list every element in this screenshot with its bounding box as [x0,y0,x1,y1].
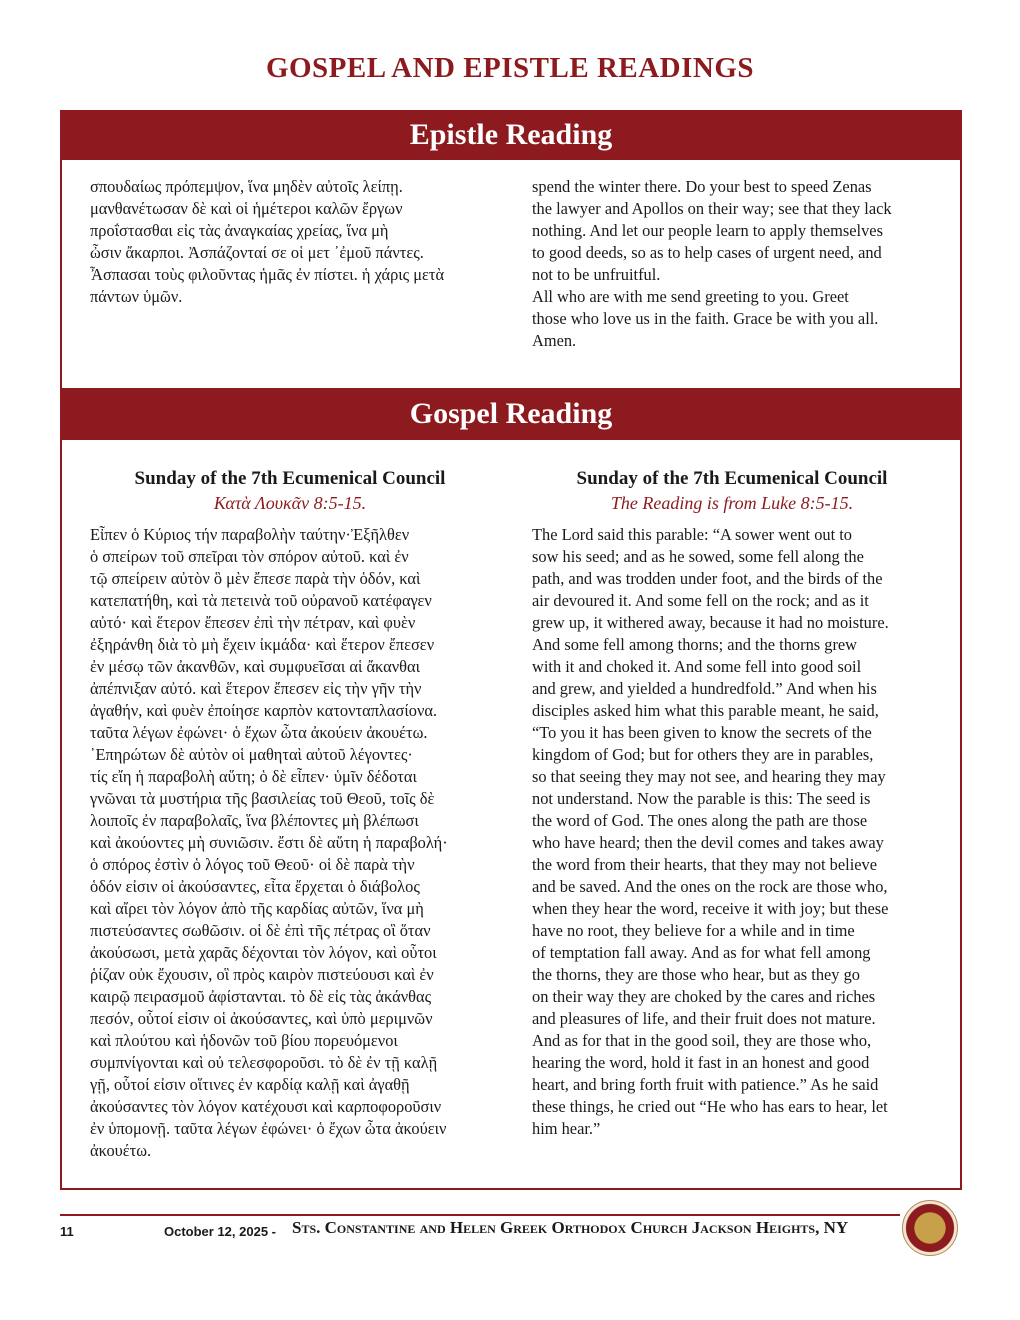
footer-date: October 12, 2025 - [164,1224,276,1239]
epistle-greek-text: σπουδαίως πρόπεμψον, ἵνα μηδὲν αὐτοῖς λείπῃ. μανθανέτωσαν δὲ καὶ οἱ ἡμέτεροι καλῶν ἔργων προΐστασθαι εἰς τὰς ἀναγκαίας χρείας, ἵνα μὴ ὦσιν ἄκαρποι. Ἀσπάζονταί σε οἱ μετ ᾽ἐμοῦ πάντες. Ἆσπασαι τοὺς φιλοῦντας ἡμᾶς ἐν πίστει. ἡ χάρις μετὰ πάντων ὑμῶν. [90,177,445,306]
gospel-section-header: Gospel Reading [60,388,962,440]
gospel-greek-heading: Sunday of the 7th Ecumenical Council [134,468,446,489]
gospel-greek-text: Εἶπεν ὁ Κύριος τήν παραβολὴν ταύτην·Ἐξῆλθεν ὁ σπείρων τοῦ σπεῖραι τὸν σπόρον αὐτοῦ. καὶ ἐν τῷ σπείρειν αὐτὸν ὃ μὲν ἔπεσε παρὰ τὴν ὁδόν, καὶ κατεπατήθη, καὶ τὰ πετεινὰ τοῦ οὐρανοῦ κατέφαγεν αὐτό· καὶ ἕτερον ἔπεσεν ἐπὶ τὴν πέτραν, καὶ φυὲν ἐξηράνθη διὰ τὸ μὴ ἔχειν ἰκμάδα· καὶ ἕτερον ἔπεσεν ἐν μέσῳ τῶν ἀκανθῶν, καὶ συμφυεῖσαι αἱ ἄκανθαι ἀπέπνιξαν αὐτό. καὶ ἕτερον ἔπεσεν εἰς τὴν γῆν τὴν ἀγαθήν, καὶ φυὲν ἐποίησε καρπὸν κατονταπλασίονα. ταῦτα λέγων ἐφώνει· ὁ ἔχων ὦτα ἀκούειν ἀκουέτω. ᾿Επηρώτων δὲ αὐτὸν οἱ μαθηταὶ αὐτοῦ λέγοντες· τίς εἴη ἡ παραβολὴ αὕτη; ὁ δὲ εἶπεν· ὑμῖν δέδοται γνῶναι τὰ μυστήρια τῆς βασιλείας τοῦ Θεοῦ, τοῖς δὲ λοιποῖς ἐν παραβολαῖς, ἵνα βλέποντες μὴ βλέπωσι καὶ ἀκούοντες μὴ συνιῶσιν. ἔστι δὲ αὕτη ἡ παραβολή· ὁ σπόρος ἐστὶν ὁ λόγος τοῦ Θεοῦ· οἱ δὲ παρὰ τὴν ὁδόν εἰσιν οἱ ἀκούσαντες, εἶτα ἔρχεται ὁ διάβολος καὶ αἴρει τὸν λόγον ἀπὸ τῆς καρδίας αὐτῶν, ἵνα μὴ πιστεύσαντες σωθῶσιν. οἱ δὲ ἐπὶ τῆς πέτρας οἳ ὅταν ἀκούσωσι, μετὰ χαρᾶς δέχονται τὸν λόγον, καὶ οὗτοι ῥίζαν οὐκ ἔχουσιν, οἳ πρὸς καιρὸν πιστεύουσι καὶ ἐν καιρῷ πειρασμοῦ ἀφίστανται. τὸ δὲ εἰς τὰς ἀκάνθας πεσόν, οὗτοί εἰσιν οἱ ἀκούσαντες, καὶ ὑπὸ μεριμνῶν καὶ πλούτου καὶ ἡδονῶν τοῦ βίου πορευόμενοι συμπνίγονται καὶ οὐ τελεσφοροῦσι. τὸ δὲ ἐν τῇ καλῇ γῇ, οὗτοί εἰσιν οἵτινες ἐν καρδίᾳ καλῇ καὶ ἀγαθῇ ἀκούσαντες τὸν λόγον κατέχουσι καὶ καρποφοροῦσιν ἐν ὑπομονῇ. ταῦτα λέγων ἐφώνει· ὁ ἔχων ὦτα ἀκούειν ἀκουέτω. [90,525,448,1160]
epistle-section-header: Epistle Reading [60,110,962,160]
gospel-english-reference: The Reading is from Luke 8:5-15. [610,493,854,513]
gospel-english-text: The Lord said this parable: “A sower went out to sow his seed; and as he sowed, some fell along the path, and was trodden under foot, and the birds of the air devoured it. And some fell on the rock; and as it grew up, it withered away, because it had no moisture. And some fell among thorns; and the thorns grew with it and choked it. And some fell into good soil and grew, and yielded a hundredfold.” And when his disciples asked him what this parable meant, he said, “To you it has been given to know the secrets of the kingdom of God; but for others they are in parables, so that seeing they may not see, and hearing they may not understand. Now the parable is this: The seed is the word of God. The ones along the path are those who have heard; then the devil comes and takes away the word from their hearts, that they may not believe and be saved. And the ones on the rock are those who, when they hear the word, receive it with joy; but these have no root, they believe for a while and in time of temptation fall away. And as for what fell among the thorns, they are those who hear, but as they go on their way they are choked by the cares and riches and pleasures of life, and their fruit does not mature. And as for that in the good soil, they are those who, hearing the word, hold it fast in an honest and good heart, and bring forth fruit with patience.” As he said these things, he cried out “He who has ears to hear, let him hear.” [532,525,889,1138]
church-seal-icon [902,1200,958,1256]
gospel-english-heading: Sunday of the 7th Ecumenical Council [576,468,888,489]
footer-church-name: Sts. Constantine and Helen Greek Orthodox Church Jackson Heights, NY [292,1218,849,1237]
page-title: GOSPEL AND EPISTLE READINGS [265,52,755,84]
footer-divider [60,1214,900,1216]
page-number: 11 [60,1224,74,1239]
gospel-greek-heading-block [90,467,490,515]
gospel-english-heading-block [532,467,932,515]
gospel-greek-reference: Κατὰ Λουκᾶν 8:5-15. [213,493,367,513]
epistle-english-text: spend the winter there. Do your best to speed Zenas the lawyer and Apollos on their way; see that they lack nothing. And let our people learn to apply themselves to good deeds, so as to help cases of urgent need, and not to be unfruitful. All who are with me send greeting to you. Greet those who love us in the faith. Grace be with you all. Amen. [532,177,892,350]
